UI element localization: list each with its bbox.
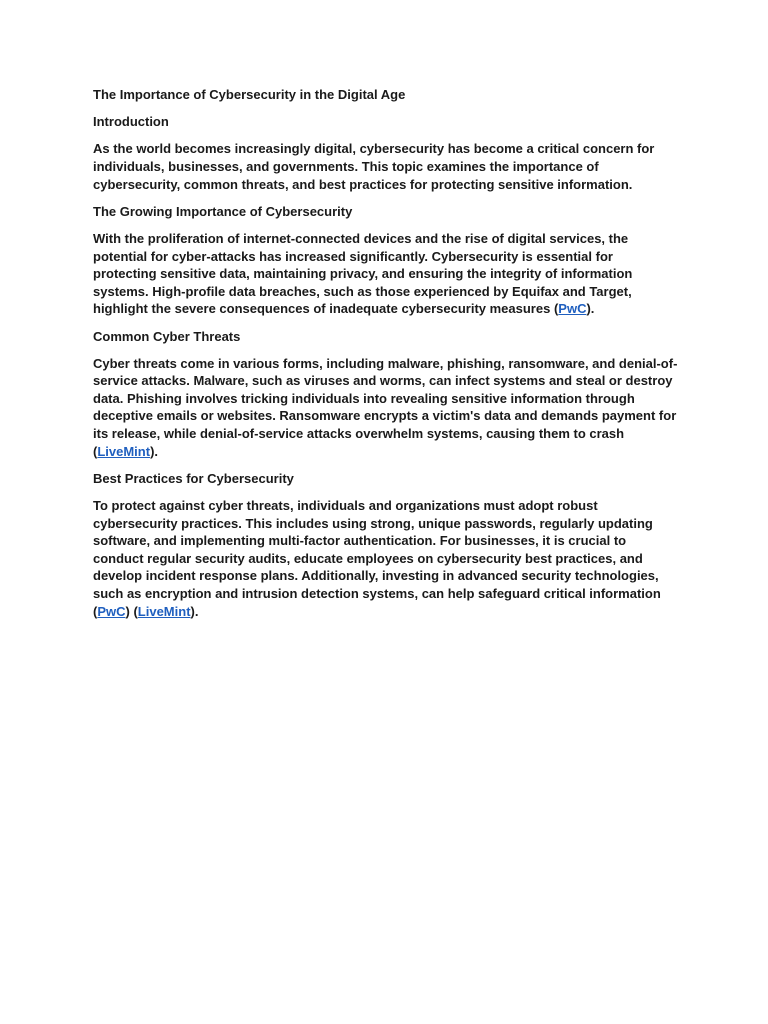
citation-link-livemint[interactable]: LiveMint bbox=[97, 443, 151, 459]
section-heading-growing-importance: The Growing Importance of Cybersecurity bbox=[93, 203, 353, 219]
section-heading-best-practices: Best Practices for Cybersecurity bbox=[93, 470, 294, 486]
citation-link-livemint[interactable]: LiveMint bbox=[137, 603, 191, 619]
section-heading-introduction: Introduction bbox=[93, 114, 169, 130]
section-body-best-practices bbox=[93, 497, 679, 620]
paragraph-text: To protect against cyber threats, individuals and organizations must adopt robust cybersecurity practices. This includes using strong, unique passwords, regularly updating software, and implementing multi-factor authentication. For businesses, it is crucial to conduct regular security audits, educate employees on cybersecurity best practices, and develop incident response plans. Additionally, investing in advanced security technologies, such as encryption and intrusion detection systems, can help safeguard critical information ( bbox=[93, 498, 661, 619]
section-body-introduction bbox=[93, 140, 679, 193]
paragraph-text: With the proliferation of internet-connected devices and the rise of digital services, the potential for cyber-attacks has increased significantly. Cybersecurity is essential for protecting sensitive data, maintaining privacy, and ensuring the integrity of information systems. High-profile data breaches, such as those experienced by Equifax and Target, highlight the severe consequences of inadequate cybersecurity measures ( bbox=[93, 230, 633, 317]
paragraph-text: Cyber threats come in various forms, including malware, phishing, ransomware, and denial-of-service attacks. Malware, such as viruses and worms, can infect systems and steal or destroy data. Phishing involves tricking individuals into revealing sensitive information through deceptive emails or websites. Ransomware encrypts a victim's data and demands payment for its release, while denial-of-service attacks overwhelm systems, causing them to crash ( bbox=[93, 355, 678, 459]
section-body-growing-importance bbox=[93, 230, 679, 318]
document-page bbox=[93, 86, 679, 630]
paragraph-tail: ). bbox=[190, 603, 199, 619]
paragraph-tail: ). bbox=[586, 301, 595, 317]
citation-link-pwc[interactable]: PwC bbox=[97, 603, 126, 619]
section-body-common-threats bbox=[93, 355, 679, 461]
paragraph-text: As the world becomes increasingly digital, cybersecurity has become a critical concern for individuals, businesses, and governments. This topic examines the importance of cybersecurity, common threats, and best practices for protecting sensitive information. bbox=[93, 141, 655, 192]
paragraph-tail: ). bbox=[150, 443, 159, 459]
citation-link-pwc[interactable]: PwC bbox=[558, 301, 587, 317]
section-heading-common-threats: Common Cyber Threats bbox=[93, 328, 241, 344]
document-title: The Importance of Cybersecurity in the Digital Age bbox=[93, 87, 406, 102]
paragraph-between: ) ( bbox=[125, 603, 138, 619]
